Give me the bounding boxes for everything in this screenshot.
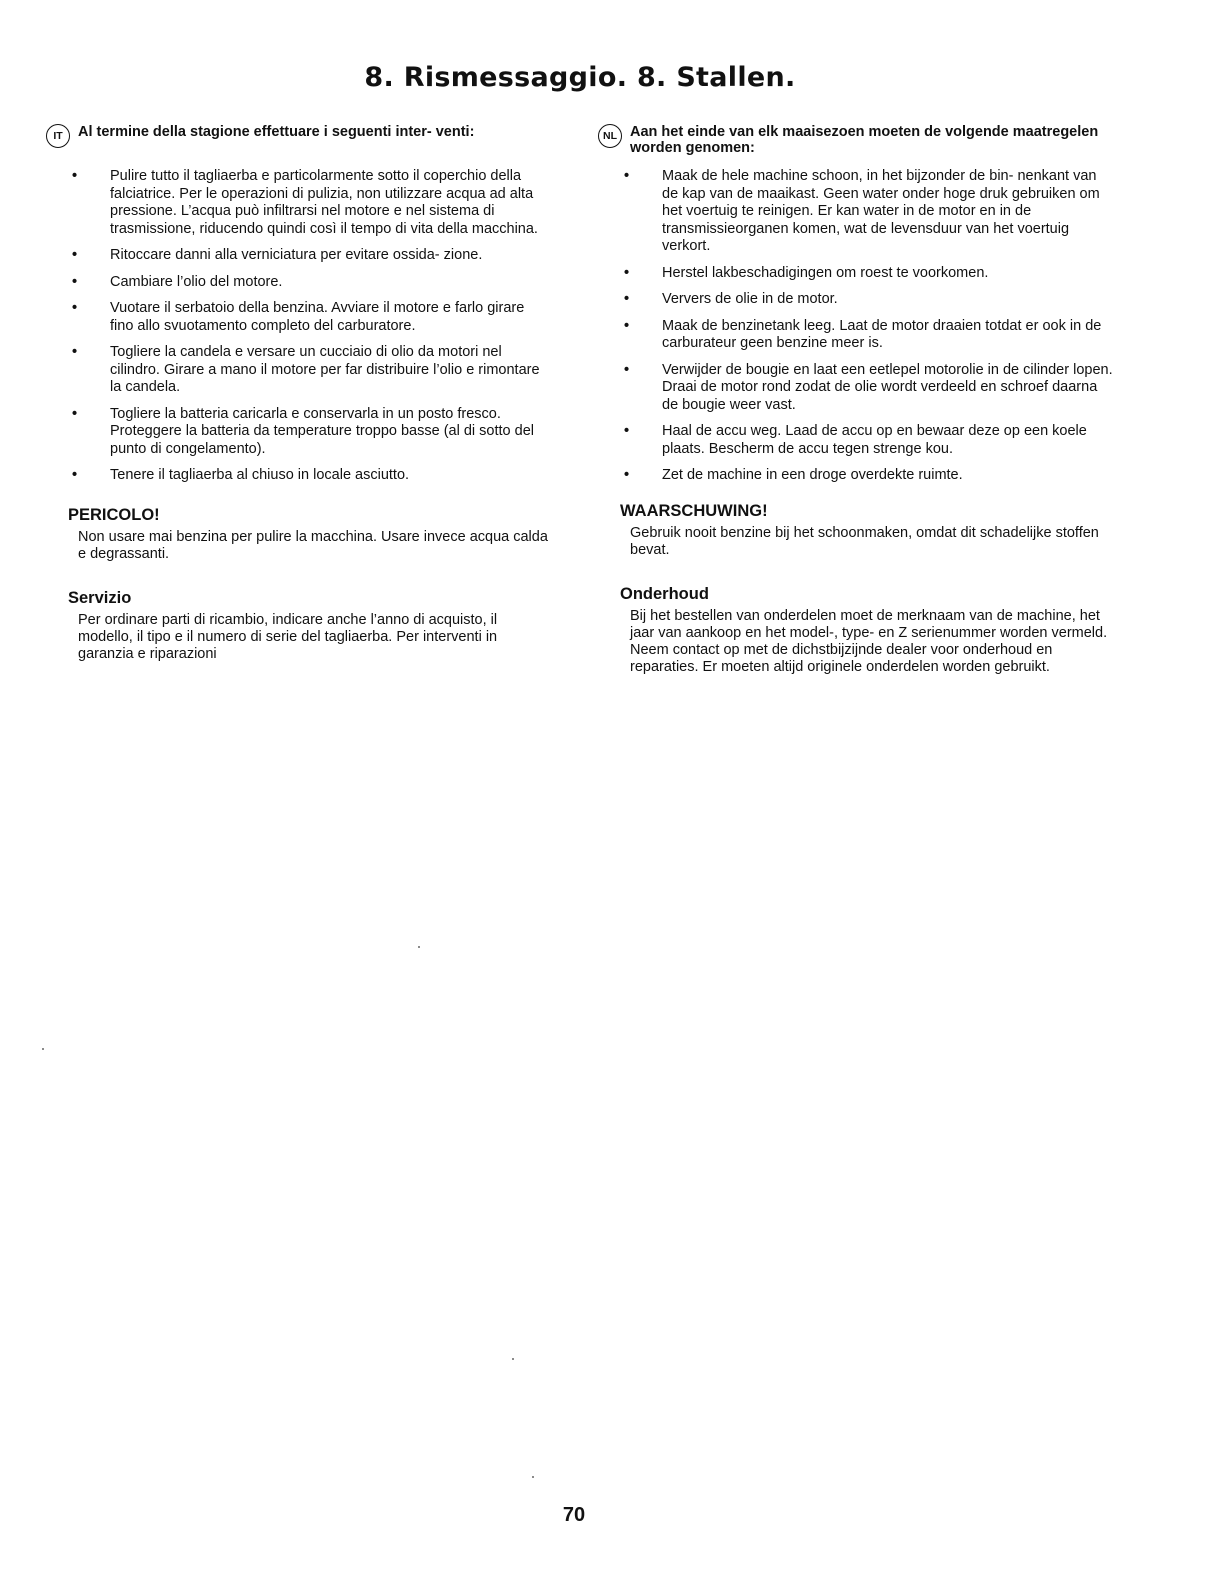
list-item-text: Herstel lakbeschadigingen om roest te voorkomen. bbox=[662, 264, 989, 281]
language-badge-nl: NL bbox=[598, 124, 622, 148]
scan-speck bbox=[418, 946, 420, 948]
list-item bbox=[598, 423, 1113, 458]
bullet-icon: • bbox=[624, 291, 630, 307]
warning-title-nl: WAARSCHUWING! bbox=[620, 501, 768, 520]
bullet-icon: • bbox=[624, 168, 630, 184]
page-title: 8. Rismessaggio. 8. Stallen. bbox=[364, 62, 796, 93]
list-item-text: Verwijder de bougie en laat een eetlepel motorolie in de cilinder lopen. Draai de motor rond zodat de olie wordt verdeeld en schroef daarna de bougie weer vast. bbox=[662, 361, 1113, 413]
list-item bbox=[46, 247, 551, 265]
list-item bbox=[598, 291, 1113, 309]
bullet-icon: • bbox=[72, 467, 78, 483]
list-item bbox=[46, 300, 551, 335]
bullet-icon: • bbox=[624, 361, 630, 378]
list-item bbox=[46, 274, 551, 292]
warning-title-it: PERICOLO! bbox=[68, 505, 160, 524]
dutch-column bbox=[598, 124, 1113, 696]
warning-text-it: Non usare mai benzina per pulire la macchina. Usare invece acqua calda e degrassanti. bbox=[78, 528, 548, 562]
list-item bbox=[598, 168, 1113, 256]
service-text-nl: Bij het bestellen van onderdelen moet de merknaam van de machine, het jaar van aankoop en het model-, type- en Z serienummer worden vermeld. Neem contact op met de dichstbijzijnde dealer voor onderhoud en reparaties. Er moeten altijd originele onderdelen worden gebruikt. bbox=[630, 607, 1108, 675]
list-item bbox=[46, 406, 551, 459]
scan-speck bbox=[532, 1476, 534, 1478]
service-title-it: Servizio bbox=[68, 588, 132, 607]
dutch-list bbox=[598, 168, 1113, 485]
italian-heading bbox=[46, 124, 551, 158]
list-item-text: Ververs de olie in de motor. bbox=[662, 291, 838, 307]
list-item-text: Ritoccare danni alla verniciatura per evitare ossida- zione. bbox=[110, 247, 483, 263]
list-item-text: Maak de hele machine schoon, in het bijzonder de bin- nenkant van de kap van de maaikast. Geen water onder hoge druk gebruiken om het voertuig te reinigen. Er kan water in de motor en in de transmissieorganen komen, wat de levensduur van het voertuig verkort. bbox=[662, 168, 1100, 254]
italian-intro: Al termine della stagione effettuare i seguenti inter- venti: bbox=[78, 124, 475, 140]
list-item-text: Haal de accu weg. Laad de accu op en bewaar deze op een koele plaats. Bescherm de accu tegen strenge kou. bbox=[662, 423, 1087, 457]
italian-column bbox=[46, 124, 551, 683]
warning-text-nl: Gebruik nooit benzine bij het schoonmaken, omdat dit schadelijke stoffen bevat. bbox=[630, 524, 1099, 558]
bullet-icon: • bbox=[72, 168, 78, 184]
list-item-text: Zet de machine in een droge overdekte ruimte. bbox=[662, 467, 963, 483]
dutch-heading bbox=[598, 124, 1113, 158]
bullet-icon: • bbox=[72, 273, 78, 290]
list-item-text: Pulire tutto il tagliaerba e particolarmente sotto il coperchio della falciatrice. Per le operazioni di pulizia, non utilizzare acqua ad alta pressione. L’acqua può infiltrarsi nel motore e nel sistema di trasmissione, riducendo quindi così il tempo di vita della macchina. bbox=[110, 168, 538, 237]
list-item-text: Vuotare il serbatoio della benzina. Avviare il motore e farlo girare fino allo svuotamento completo del carburatore. bbox=[110, 300, 525, 334]
list-item bbox=[46, 168, 551, 238]
list-item bbox=[46, 467, 551, 485]
list-item bbox=[598, 265, 1113, 283]
italian-list bbox=[46, 168, 551, 485]
bullet-icon: • bbox=[624, 264, 630, 281]
list-item bbox=[598, 467, 1113, 485]
service-title-nl: Onderhoud bbox=[620, 584, 709, 603]
list-item bbox=[46, 344, 551, 397]
language-badge-it: IT bbox=[46, 124, 70, 148]
list-item bbox=[598, 318, 1113, 353]
list-item-text: Maak de benzinetank leeg. Laat de motor draaien totdat er ook in de carburateur geen benzine meer is. bbox=[662, 317, 1102, 351]
scan-speck bbox=[42, 1048, 44, 1050]
scan-speck bbox=[512, 1358, 514, 1360]
bullet-icon: • bbox=[72, 344, 78, 360]
list-item-text: Tenere il tagliaerba al chiuso in locale asciutto. bbox=[110, 467, 410, 483]
bullet-icon: • bbox=[72, 405, 78, 422]
list-item-text: Togliere la candela e versare un cucciaio di olio da motori nel cilindro. Girare a mano il motore per far distribuire l’olio e rimontare la candela. bbox=[110, 344, 540, 395]
list-item bbox=[598, 362, 1113, 415]
list-item-text: Togliere la batteria caricarla e conservarla in un posto fresco. Proteggere la batteria da temperature troppo basse (al di sotto del punto di congelamento). bbox=[110, 405, 534, 457]
service-text-it: Per ordinare parti di ricambio, indicare anche l’anno di acquisto, il modello, il tipo e il numero di serie del tagliaerba. Per interventi in garanzia e riparazioni bbox=[78, 611, 498, 662]
list-item-text: Cambiare l’olio del motore. bbox=[110, 273, 283, 290]
bullet-icon: • bbox=[72, 247, 78, 263]
bullet-icon: • bbox=[624, 317, 630, 334]
dutch-intro: Aan het einde van elk maaisezoen moeten de volgende maatregelen worden genomen: bbox=[630, 124, 1099, 156]
bullet-icon: • bbox=[624, 467, 630, 483]
page-number: 70 bbox=[562, 1504, 586, 1526]
bullet-icon: • bbox=[624, 423, 630, 439]
bullet-icon: • bbox=[72, 300, 78, 316]
